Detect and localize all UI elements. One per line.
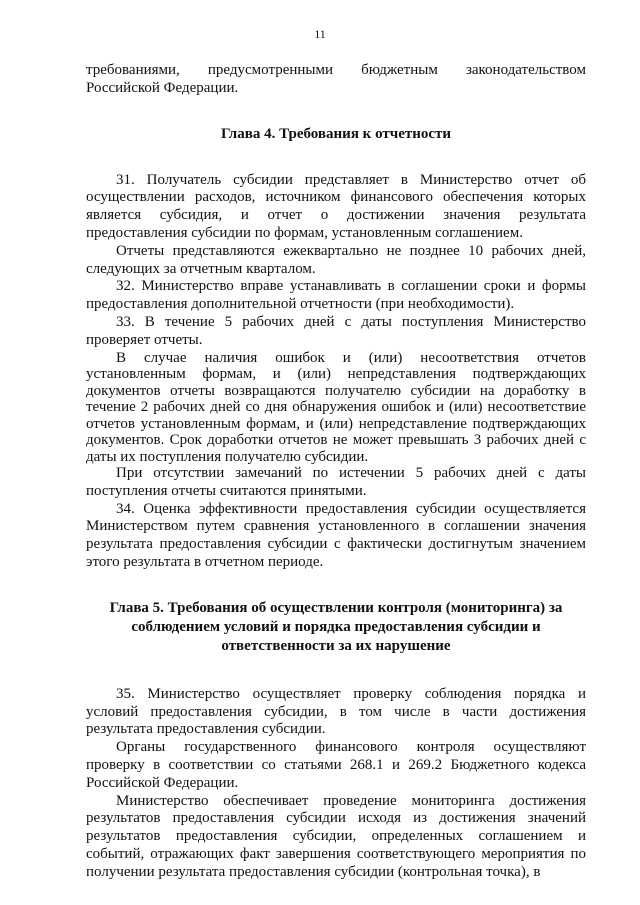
chapter-4-title: Глава 4. Требования к отчетности (220, 125, 452, 142)
paragraph-34: 34. Оценка эффективности предоставления субсидии осуществляется Министерством путем сравнения установленного в соглашении значения результата предоставления субсидии с фактически достигнутым значением этого результата в отчетном периоде. (86, 500, 586, 571)
paragraph-33: 33. В течение 5 рабочих дней с даты поступления Министерство проверяет отчеты. (86, 313, 586, 348)
document-body (86, 62, 586, 882)
intro-paragraph: требованиями, предусмотренными бюджетным законодательством Российской Федерации. (86, 62, 586, 96)
paragraph-no-remarks: При отсутствии замечаний по истечении 5 рабочих дней с даты поступления отчеты считаются принятыми. (86, 465, 586, 499)
paragraph-31: 31. Получатель субсидии представляет в Министерство отчет об осуществлении расходов, источником финансового обеспечения которых является субсидия, и отчет о достижении значения результата предоставления субсидии по формам, установленным соглашением. (86, 171, 586, 241)
page-number: 11 (314, 27, 326, 41)
paragraph-reports-quarterly: Отчеты представляются ежеквартально не позднее 10 рабочих дней, следующих за отчетным кварталом. (86, 242, 586, 277)
paragraph-monitoring: Министерство обеспечивает проведение мониторинга достижения результатов предоставления субсидии исходя из достижения значений результатов предоставления субсидии, определенных соглашением и событий, отражающих факт завершения соответствующего мероприятия по получении результата предоставления субсидии (контрольная точка), в (86, 792, 586, 880)
paragraph-control-bodies: Органы государственного финансового контроля осуществляют проверку в соответствии со статьями 268.1 и 269.2 Бюджетного кодекса Российской Федерации. (86, 739, 586, 791)
chapter-5-title-line-3: ответственности за их нарушение (221, 637, 451, 654)
paragraph-35: 35. Министерство осуществляет проверку соблюдения порядка и условий предоставления субсидии, в том числе в части достижения результата предоставления субсидии. (86, 685, 586, 738)
chapter-5-title-line-1: Глава 5. Требования об осуществлении контроля (мониторинга) за (109, 599, 563, 616)
paragraph-errors: В случае наличия ошибок и (или) несоответствия отчетов установленным формам, и (или) непредставления подтверждающих документов отчеты возвращаются получателю субсидии на доработку в течение 2 рабочих дней со дня обнаружения ошибок и (или) несоответствие отчетов установленным формам, и (или) непредставление подтверждающих документов. Срок доработки отчетов не может превышать 3 рабочих дней с даты их поступления получателю субсидии. (86, 349, 586, 465)
chapter-5-title (86, 599, 586, 656)
paragraph-32: 32. Министерство вправе устанавливать в соглашении сроки и формы предоставления дополнительной отчетности (при необходимости). (86, 278, 586, 313)
chapter-5-title-line-2: соблюдением условий и порядка предоставления субсидии и (131, 618, 541, 635)
